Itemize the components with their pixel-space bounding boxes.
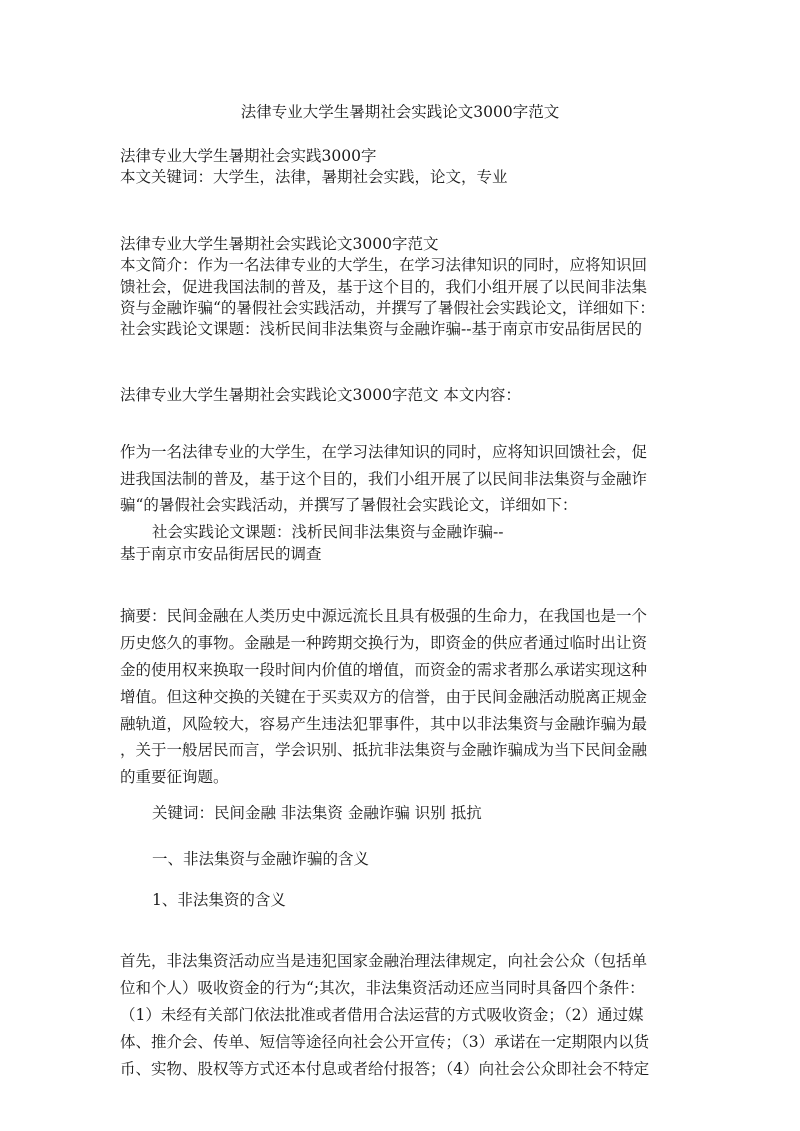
body-line: （1）未经有关部门依法批准或者借用合法运营的方式吸收资金；（2）通过媒 (120, 1006, 644, 1024)
summary-line: 资与金融诈骗“的暑假社会实践活动，并撰写了暑假社会实践论文，详细如下： (120, 299, 655, 317)
body-line: 币、实物、股权等方式还本付息或者给付报答；（4）向社会公众即社会不特定 (120, 1060, 650, 1078)
abstract-line: 历史悠久的事物。金融是一种跨期交换行为，即资金的供应者通过临时出让资 (120, 634, 648, 652)
keywords-list: 关键词：民间金融 非法集资 金融诈骗 识别 抵抗 (152, 804, 482, 822)
abstract-line: 摘要：民间金融在人类历史中源远流长且具有极强的生命力，在我国也是一个 (120, 607, 648, 625)
abstract-line: 的重要征询题。 (120, 768, 229, 786)
summary-line: 馈社会，促进我国法制的普及，基于这个目的，我们小组开展了以民间非法集 (120, 278, 648, 296)
intro-line: 作为一名法律专业的大学生，在学习法律知识的同时，应将知识回馈社会，促 (120, 443, 648, 461)
body-line: 位和个人）吸收资金的行为“;其次，非法集资活动还应当同时具备四个条件： (120, 979, 645, 997)
abstract-line: ，关于一般居民而言，学会识别、抵抗非法集资与金融诈骗成为当下民间金融 (120, 741, 648, 759)
summary-line: 本文简介：作为一名法律专业的大学生，在学习法律知识的同时，应将知识回 (120, 256, 648, 274)
summary-heading: 法律专业大学生暑期社会实践论文3000字范文 (120, 235, 439, 253)
section-heading: 一、非法集资与金融诈骗的含义 (152, 850, 370, 868)
intro-line: 进我国法制的普及，基于这个目的，我们小组开展了以民间非法集资与金融诈 (120, 470, 648, 488)
abstract-line: 金的使用权来换取一段时间内价值的增值，而资金的需求者那么承诺实现这种 (120, 661, 648, 679)
abstract-line: 增值。但这种交换的关键在于买卖双方的信誉，由于民间金融活动脱离正规金 (120, 688, 648, 706)
content-heading: 法律专业大学生暑期社会实践论文3000字范文 本文内容： (120, 386, 521, 404)
topic-line: 基于南京市安品街居民的调查 (120, 545, 322, 563)
body-line: 体、推介会、传单、短信等途径向社会公开宣传；（3）承诺在一定期限内以货 (120, 1033, 650, 1051)
abstract-line: 融轨道，风险较大，容易产生违法犯罪事件，其中以非法集资与金融诈骗为最 (120, 715, 648, 733)
subsection-heading: 1、非法集资的含义 (152, 891, 286, 909)
topic-line: 社会实践论文课题：浅析民间非法集资与金融诈骗-- (152, 523, 504, 541)
body-line: 首先，非法集资活动应当是违犯国家金融治理法律规定，向社会公众（包括单 (120, 952, 648, 970)
keywords-line: 本文关键词：大学生，法律，暑期社会实践，论文，专业 (120, 168, 508, 186)
summary-line: 社会实践论文课题：浅析民间非法集资与金融诈骗--基于南京市安品街居民的 (120, 320, 642, 338)
document-title: 法律专业大学生暑期社会实践论文3000字范文 (240, 103, 560, 121)
document-subtitle: 法律专业大学生暑期社会实践3000字 (120, 147, 377, 165)
intro-line: 骗“的暑假社会实践活动，并撰写了暑假社会实践论文，详细如下： (120, 496, 578, 514)
